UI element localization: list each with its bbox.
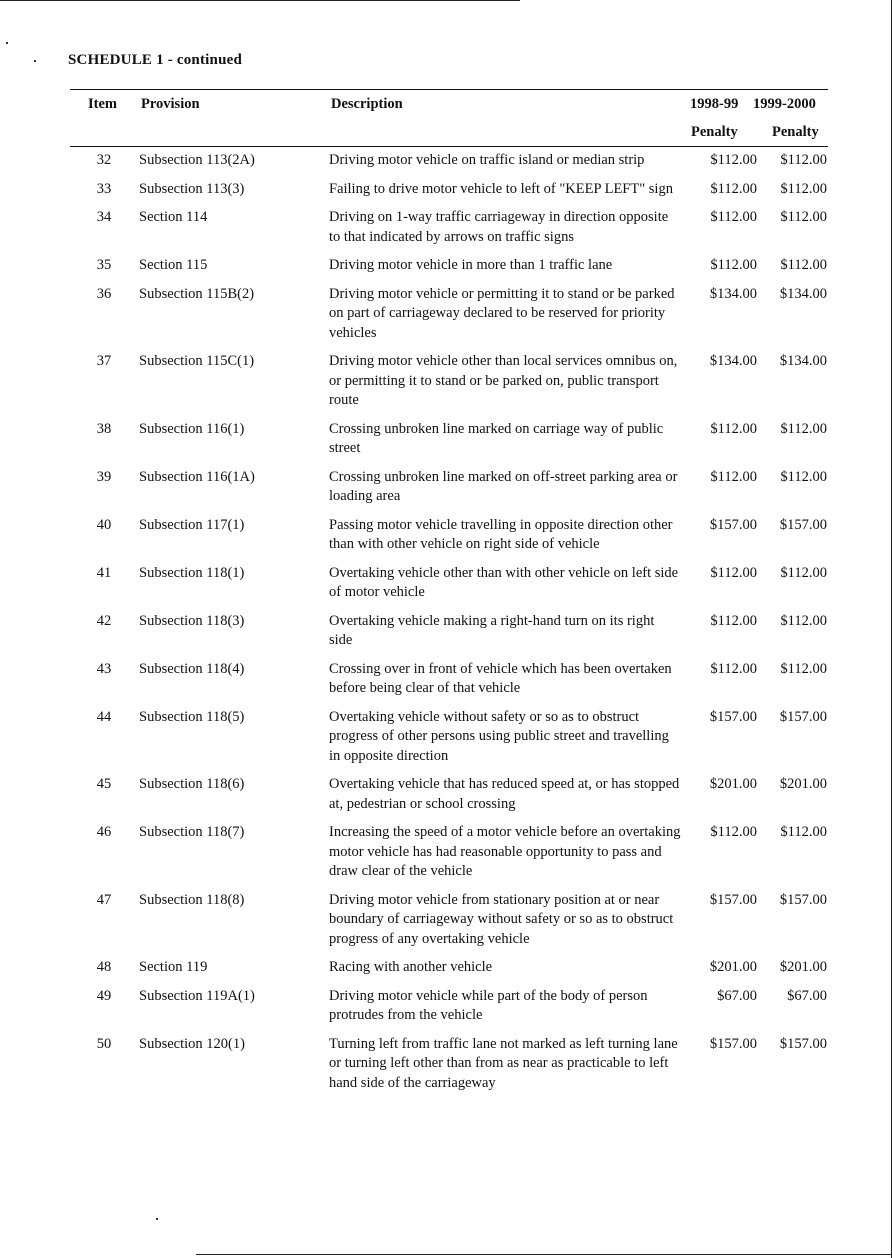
row-provision: Subsection 118(8) — [139, 891, 245, 908]
row-description: Driving motor vehicle in more than 1 traffic lane — [329, 257, 613, 273]
table-row — [70, 775, 828, 814]
scan-speck — [6, 42, 8, 44]
row-penalty-1999-2000: $112.00 — [780, 152, 827, 168]
header-item: Item — [88, 96, 117, 112]
row-penalty-1998-99: $134.00 — [709, 353, 757, 369]
row-provision: Subsection 118(6) — [139, 776, 245, 792]
row-provision: Subsection 116(1) — [139, 420, 245, 437]
row-provision: Section 119 — [139, 959, 208, 975]
penalty-table — [70, 89, 828, 1102]
row-provision: Section 115 — [139, 257, 208, 273]
table-row — [70, 256, 828, 276]
table-row — [70, 516, 828, 555]
table-row — [70, 208, 828, 247]
row-description: Driving on 1-way traffic carriageway in direction opposite to that indicated by arrows on traffic signs — [329, 209, 669, 245]
row-item-number: 43 — [96, 660, 112, 677]
row-provision: Section 114 — [139, 209, 208, 225]
table-row — [70, 708, 828, 767]
table-header — [70, 90, 828, 146]
row-item-number: 34 — [96, 209, 112, 225]
table-row — [70, 660, 828, 699]
scan-bottom-border — [196, 1254, 892, 1255]
row-penalty-1999-2000: $157.00 — [779, 516, 827, 533]
row-penalty-1999-2000: $67.00 — [787, 987, 827, 1004]
header-description: Description — [331, 96, 403, 112]
row-description: Failing to drive motor vehicle to left of "KEEP LEFT" sign — [329, 180, 673, 197]
row-item-number: 44 — [96, 708, 112, 725]
row-item-number: 39 — [96, 468, 112, 485]
row-description: Increasing the speed of a motor vehicle before an overtaking motor vehicle has had reasonable opportunity to pass and draw clear of the vehicle — [329, 824, 681, 879]
row-description: Driving motor vehicle while part of the body of person protrudes from the vehicle — [329, 987, 648, 1023]
row-provision: Subsection 120(1) — [139, 1035, 245, 1052]
row-item-number: 49 — [96, 987, 112, 1004]
row-penalty-1998-99: $112.00 — [710, 152, 757, 168]
row-penalty-1998-99: $201.00 — [709, 776, 757, 792]
row-description: Driving motor vehicle other than local services omnibus on, or permitting it to stand or be parked on, public transport route — [329, 353, 678, 408]
row-item-number: 40 — [96, 516, 112, 533]
row-item-number: 33 — [96, 180, 112, 197]
row-item-number: 38 — [96, 420, 112, 437]
row-description: Driving motor vehicle or permitting it to stand or be parked on part of carriageway declared to be reserved for priority vehicles — [329, 285, 675, 341]
table-row — [70, 564, 828, 603]
table-row — [70, 987, 828, 1026]
table-body — [70, 147, 828, 1093]
row-penalty-1999-2000: $112.00 — [780, 209, 827, 225]
row-provision: Subsection 118(3) — [139, 612, 245, 629]
row-penalty-1999-2000: $112.00 — [780, 420, 827, 437]
row-penalty-1998-99: $112.00 — [710, 660, 757, 677]
row-description: Crossing over in front of vehicle which has been overtaken before being clear of that vehicle — [329, 660, 672, 696]
row-penalty-1999-2000: $112.00 — [780, 180, 827, 197]
row-penalty-1999-2000: $134.00 — [779, 353, 827, 369]
row-penalty-1998-99: $157.00 — [709, 891, 757, 908]
row-penalty-1998-99: $67.00 — [717, 987, 757, 1004]
row-item-number: 32 — [96, 152, 112, 168]
row-penalty-1998-99: $157.00 — [709, 1035, 757, 1052]
table-row — [70, 420, 828, 459]
table-row — [70, 151, 828, 171]
row-penalty-1998-99: $112.00 — [710, 468, 757, 485]
row-penalty-1999-2000: $112.00 — [780, 257, 827, 273]
scan-top-border — [0, 0, 520, 1]
row-item-number: 48 — [96, 959, 112, 975]
row-penalty-1998-99: $112.00 — [710, 257, 757, 273]
table-row — [70, 285, 828, 344]
row-description: Crossing unbroken line marked on off-street parking area or loading area — [329, 468, 678, 504]
row-penalty-1998-99: $157.00 — [709, 708, 757, 725]
row-penalty-1999-2000: $112.00 — [780, 824, 827, 840]
row-item-number: 46 — [96, 824, 112, 840]
row-provision: Subsection 113(3) — [139, 180, 245, 197]
table-row — [70, 958, 828, 978]
row-description: Racing with another vehicle — [329, 959, 493, 975]
row-provision: Subsection 118(5) — [139, 708, 245, 725]
row-provision: Subsection 118(7) — [139, 824, 245, 840]
row-description: Driving motor vehicle from stationary position at or near boundary of carriageway without safety or so as to obstruct progress of any overtaking vehicle — [329, 891, 674, 947]
row-provision: Subsection 113(2A) — [139, 152, 255, 168]
row-penalty-1999-2000: $112.00 — [780, 564, 827, 581]
row-item-number: 47 — [96, 891, 112, 908]
row-penalty-1999-2000: $134.00 — [779, 285, 827, 302]
row-provision: Subsection 119A(1) — [139, 987, 255, 1004]
row-item-number: 35 — [96, 257, 112, 273]
table-row — [70, 468, 828, 507]
row-description: Driving motor vehicle on traffic island or median strip — [329, 152, 645, 168]
row-penalty-1999-2000: $112.00 — [780, 612, 827, 629]
row-provision: Subsection 116(1A) — [139, 468, 255, 485]
row-provision: Subsection 117(1) — [139, 516, 245, 533]
header-provision: Provision — [141, 96, 200, 112]
row-item-number: 50 — [96, 1035, 112, 1052]
scan-speck — [34, 60, 36, 62]
row-item-number: 42 — [96, 612, 112, 629]
row-penalty-1999-2000: $157.00 — [779, 708, 827, 725]
row-penalty-1998-99: $112.00 — [710, 420, 757, 437]
header-year-1999-2000: 1999-2000 — [753, 96, 816, 112]
row-penalty-1999-2000: $112.00 — [780, 468, 827, 485]
row-provision: Subsection 115B(2) — [139, 285, 255, 302]
row-penalty-1999-2000: $112.00 — [780, 660, 827, 677]
row-penalty-1999-2000: $157.00 — [779, 891, 827, 908]
row-description: Crossing unbroken line marked on carriage way of public street — [329, 420, 664, 456]
row-penalty-1998-99: $112.00 — [710, 180, 757, 197]
row-penalty-1998-99: $112.00 — [710, 209, 757, 225]
table-row — [70, 1035, 828, 1094]
row-description: Overtaking vehicle without safety or so as to obstruct progress of other persons using public street and travelling in opposite direction — [329, 708, 669, 764]
row-description: Turning left from traffic lane not marked as left turning lane or turning left other than from as near as practicable to left hand side of the carriageway — [329, 1035, 678, 1091]
header-year-1998-99: 1998-99 — [690, 96, 739, 112]
table-row — [70, 891, 828, 950]
row-penalty-1999-2000: $201.00 — [779, 959, 827, 975]
row-penalty-1998-99: $134.00 — [709, 285, 757, 302]
row-item-number: 45 — [96, 776, 112, 792]
scan-speck — [156, 1218, 158, 1220]
row-description: Overtaking vehicle that has reduced speed at, or has stopped at, pedestrian or school crossing — [329, 776, 680, 812]
row-description: Overtaking vehicle other than with other vehicle on left side of motor vehicle — [329, 564, 679, 600]
row-item-number: 36 — [96, 285, 112, 302]
header-penalty-1998-99: Penalty — [691, 124, 738, 140]
schedule-heading: SCHEDULE 1 - continued — [68, 52, 243, 68]
row-penalty-1998-99: $201.00 — [709, 959, 757, 975]
header-penalty-1999-2000: Penalty — [772, 124, 819, 140]
row-penalty-1998-99: $112.00 — [710, 824, 757, 840]
row-description: Passing motor vehicle travelling in opposite direction other than with other vehicle on right side of vehicle — [329, 516, 673, 552]
row-item-number: 41 — [96, 564, 112, 581]
table-row — [70, 180, 828, 200]
row-penalty-1999-2000: $157.00 — [779, 1035, 827, 1052]
row-provision: Subsection 115C(1) — [139, 353, 255, 369]
row-provision: Subsection 118(1) — [139, 564, 245, 581]
table-row — [70, 352, 828, 411]
row-description: Overtaking vehicle making a right-hand turn on its right side — [329, 612, 655, 648]
table-row — [70, 612, 828, 651]
row-penalty-1998-99: $157.00 — [709, 516, 757, 533]
row-penalty-1998-99: $112.00 — [710, 612, 757, 629]
table-row — [70, 823, 828, 882]
row-penalty-1998-99: $112.00 — [710, 564, 757, 581]
row-penalty-1999-2000: $201.00 — [779, 776, 827, 792]
row-provision: Subsection 118(4) — [139, 660, 245, 677]
row-item-number: 37 — [96, 353, 112, 369]
